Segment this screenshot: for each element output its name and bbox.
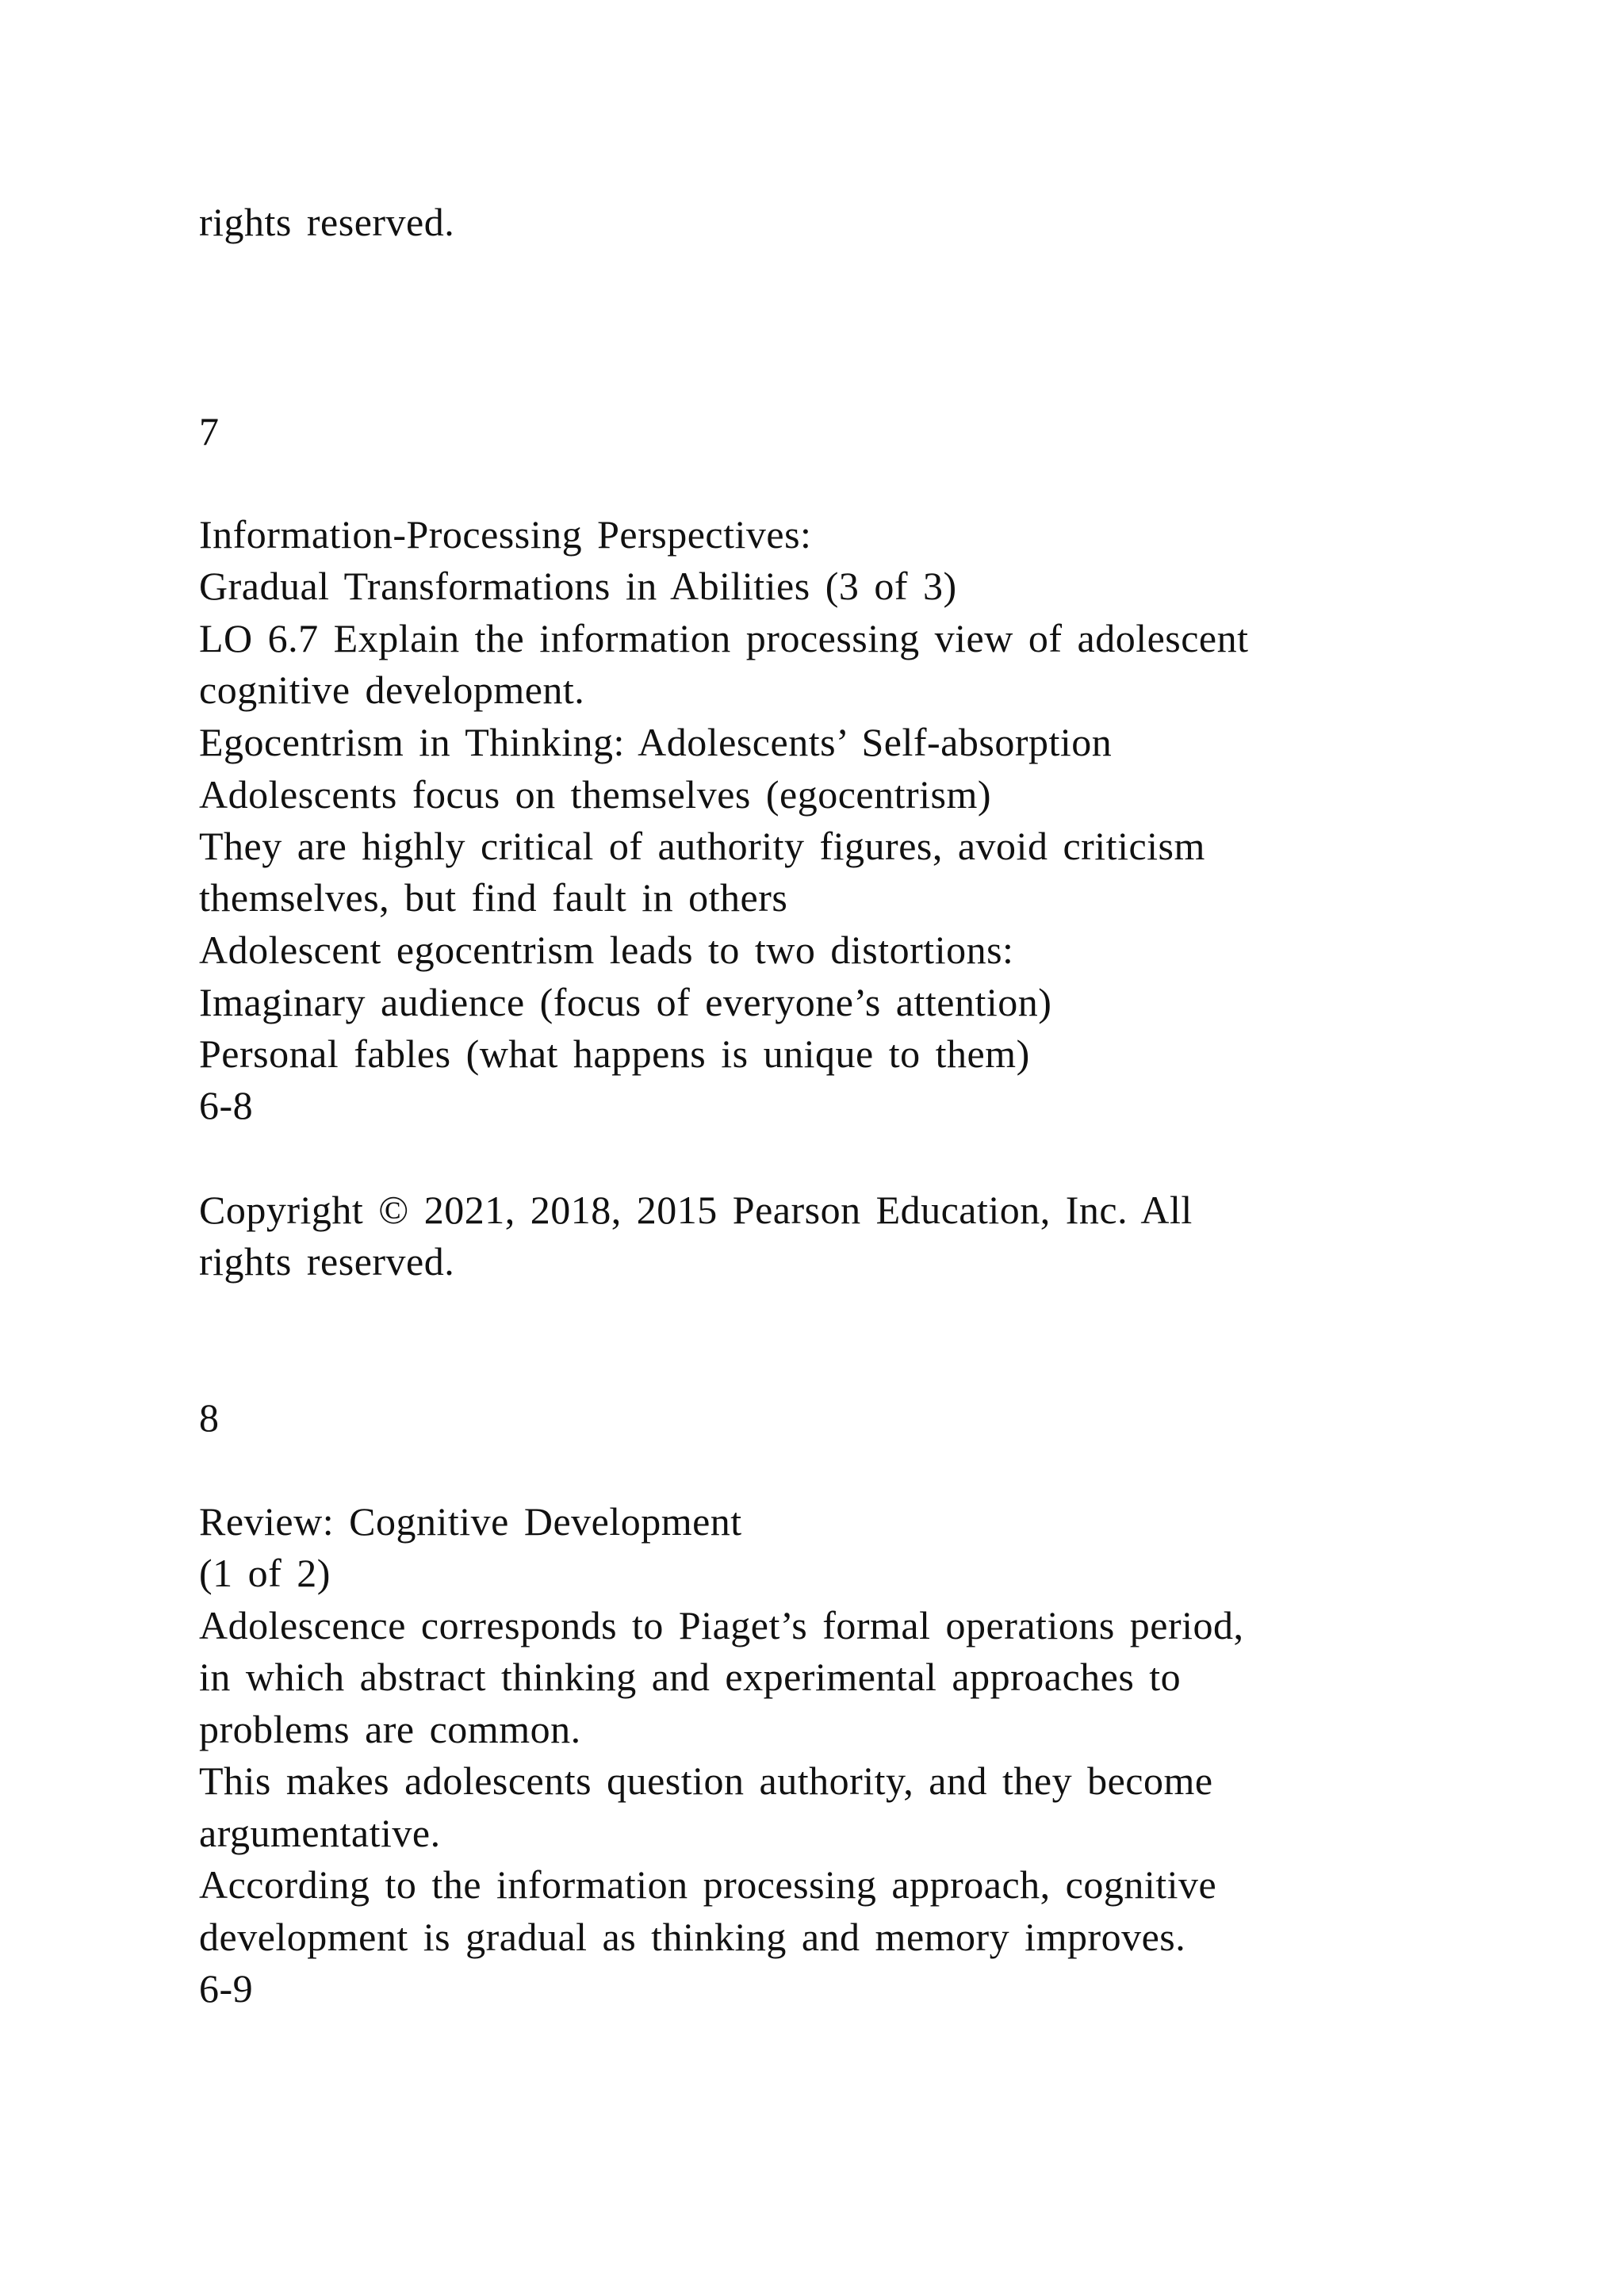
slide-page-number: 6-9: [199, 1966, 254, 2011]
body-line: Personal fables (what happens is unique to them): [199, 1031, 1030, 1076]
copyright-line: Copyright © 2021, 2018, 2015 Pearson Education, Inc. All: [199, 1188, 1193, 1232]
body-line: According to the information processing approach, cognitive: [199, 1862, 1217, 1907]
section-heading: Egocentrism in Thinking: Adolescents’ Self-absorption: [199, 720, 1113, 764]
body-line: argumentative.: [199, 1811, 441, 1855]
slide-number-8: 8: [199, 1395, 220, 1440]
copyright-line-end: rights reserved.: [199, 1239, 455, 1284]
learning-objective-cont: cognitive development.: [199, 668, 585, 712]
body-line: Adolescents focus on themselves (egocentrism): [199, 772, 992, 817]
body-line: Imaginary audience (focus of everyone’s attention): [199, 980, 1052, 1024]
body-line: development is gradual as thinking and memory improves.: [199, 1915, 1186, 1959]
body-line: Adolescent egocentrism leads to two distortions:: [199, 928, 1014, 972]
body-line: problems are common.: [199, 1707, 581, 1751]
slide-title: Information-Processing Perspectives:: [199, 512, 812, 557]
learning-objective: LO 6.7 Explain the information processing view of adolescent: [199, 616, 1249, 660]
slide-subtitle: Gradual Transformations in Abilities (3 of 3): [199, 564, 957, 608]
body-line: This makes adolescents question authority, and they become: [199, 1758, 1213, 1803]
slide-page-number: 6-8: [199, 1083, 254, 1127]
slide-subtitle: (1 of 2): [199, 1551, 331, 1595]
body-line: in which abstract thinking and experimental approaches to: [199, 1655, 1182, 1699]
slide-number-7: 7: [199, 409, 220, 453]
body-line: themselves, but find fault in others: [199, 875, 788, 920]
body-line: Adolescence corresponds to Piaget’s formal operations period,: [199, 1603, 1244, 1647]
body-line: They are highly critical of authority figures, avoid criticism: [199, 824, 1205, 868]
copyright-line-end: rights reserved.: [199, 200, 455, 244]
slide-title: Review: Cognitive Development: [199, 1499, 742, 1544]
